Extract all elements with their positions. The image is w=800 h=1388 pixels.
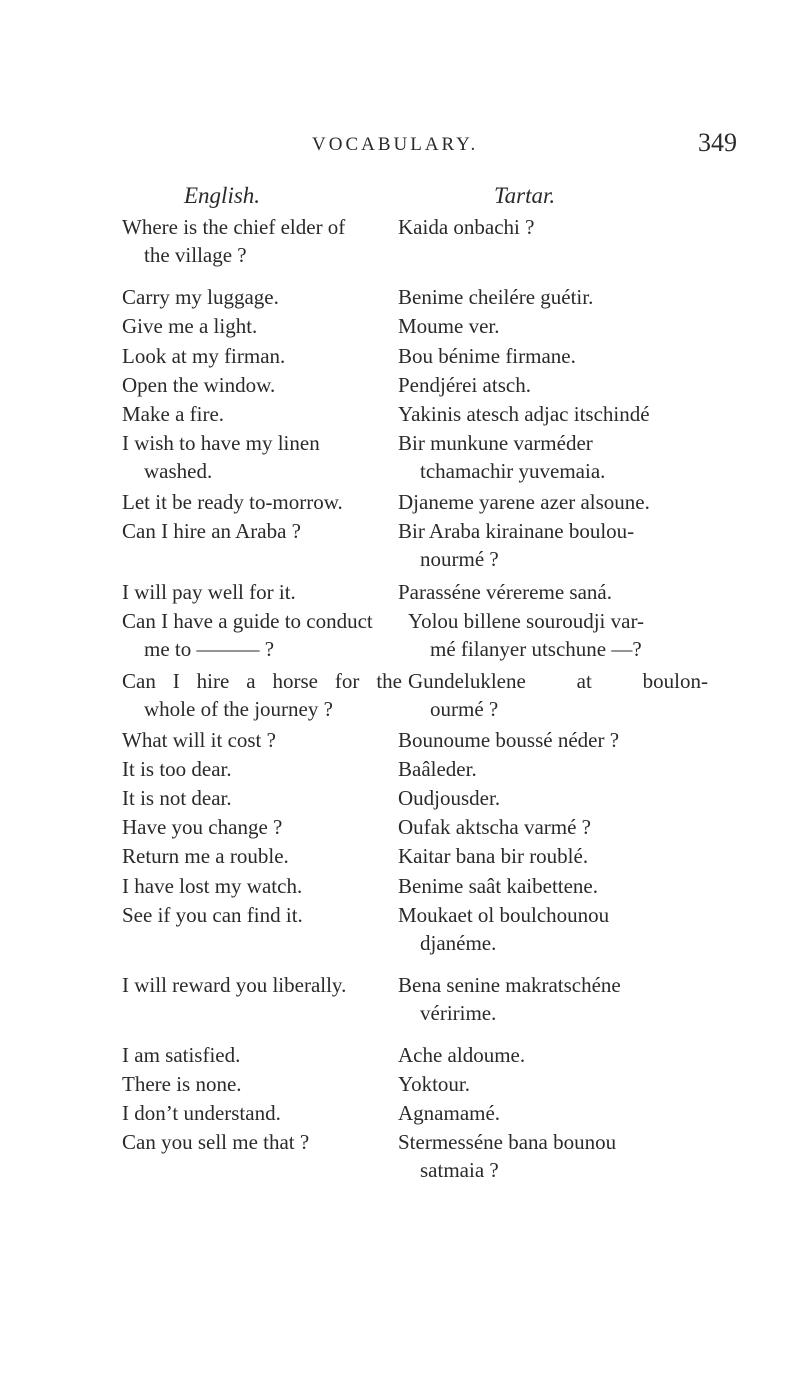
english-line: Return me a rouble. [122, 844, 289, 868]
tartar-line: Gundeluklene at boulon- [408, 669, 708, 693]
english-line: Look at my firman. [122, 344, 286, 368]
english-line: I am satisfied. [122, 1043, 241, 1067]
tartar-phrase [398, 283, 708, 311]
english-line: I wish to have my linen [122, 431, 320, 455]
tartar-line: véririme. [420, 1001, 497, 1025]
tartar-line: Benime saât kaibettene. [398, 874, 599, 898]
tartar-line: Bena senine makratschéne [398, 973, 621, 997]
tartar-phrase [398, 213, 708, 241]
tartar-line: Oufak aktscha varmé ? [398, 815, 591, 839]
tartar-line: Yolou billene souroudji var- [408, 609, 645, 633]
tartar-phrase [408, 667, 718, 723]
tartar-line: Benime cheilére guétir. [398, 285, 594, 309]
english-line: Can I have a guide to conduct [122, 609, 373, 633]
running-head [0, 128, 800, 158]
english-line: Open the window. [122, 373, 276, 397]
english-line: I have lost my watch. [122, 874, 303, 898]
english-line: Where is the chief elder of [122, 215, 346, 239]
tartar-phrase [398, 784, 708, 812]
tartar-line: Stermesséne bana bounou [398, 1130, 617, 1154]
tartar-phrase [398, 1099, 708, 1127]
tartar-line: Bir Araba kirainane boulou- [398, 519, 635, 543]
english-column-heading: English. [184, 183, 261, 208]
english-line: Make a fire. [122, 402, 225, 426]
english-line: It is too dear. [122, 757, 232, 781]
running-title: VOCABULARY. [312, 134, 479, 155]
english-line: Can I hire a horse for the [122, 669, 402, 693]
english-line: It is not dear. [122, 786, 232, 810]
tartar-phrase [398, 872, 708, 900]
tartar-phrase [398, 1128, 708, 1184]
tartar-column-heading: Tartar. [494, 183, 556, 208]
english-line: whole of the journey ? [144, 697, 333, 721]
english-line: I don’t understand. [122, 1101, 281, 1125]
tartar-line: Bir munkune varméder [398, 431, 593, 455]
english-line: See if you can find it. [122, 903, 303, 927]
tartar-line: Moukaet ol boulchounou [398, 903, 610, 927]
tartar-line: Kaitar bana bir roublé. [398, 844, 589, 868]
english-line: Let it be ready to-morrow. [122, 490, 343, 514]
tartar-line: nourmé ? [420, 547, 499, 571]
tartar-line: satmaia ? [420, 1158, 499, 1182]
tartar-line: Agnamamé. [398, 1101, 501, 1125]
tartar-phrase [398, 842, 708, 870]
tartar-phrase [398, 312, 708, 340]
tartar-phrase [398, 726, 708, 754]
tartar-phrase [398, 1070, 708, 1098]
english-line: Carry my luggage. [122, 285, 279, 309]
tartar-phrase [398, 755, 708, 783]
english-line: Can you sell me that ? [122, 1130, 310, 1154]
tartar-line: Yakinis atesch adjac itschindé [398, 402, 650, 426]
english-line: Give me a light. [122, 314, 258, 338]
tartar-line: Moume ver. [398, 314, 500, 338]
tartar-line: Baâleder. [398, 757, 477, 781]
tartar-line: Bou bénime firmane. [398, 344, 576, 368]
tartar-line: Ache aldoume. [398, 1043, 526, 1067]
tartar-phrase [398, 971, 708, 1027]
tartar-line: Djaneme yarene azer alsoune. [398, 490, 650, 514]
english-line: Have you change ? [122, 815, 283, 839]
english-line: me to ——— ? [144, 637, 275, 661]
tartar-phrase [398, 371, 708, 399]
tartar-phrase [398, 517, 708, 573]
tartar-line: tchamachir yuvemaia. [420, 459, 606, 483]
tartar-phrase [398, 901, 708, 957]
tartar-line: Parasséne vérereme saná. [398, 580, 612, 604]
tartar-phrase [398, 1041, 708, 1069]
tartar-phrase [398, 813, 708, 841]
tartar-phrase [398, 488, 708, 516]
tartar-line: Pendjérei atsch. [398, 373, 531, 397]
english-line: There is none. [122, 1072, 242, 1096]
tartar-phrase [398, 429, 708, 485]
tartar-line: ourmé ? [430, 697, 499, 721]
tartar-line: Kaida onbachi ? [398, 215, 535, 239]
tartar-line: djanéme. [420, 931, 497, 955]
tartar-phrase [408, 607, 718, 663]
english-line: washed. [144, 459, 213, 483]
tartar-phrase [398, 342, 708, 370]
page-number: 349 [698, 128, 737, 157]
english-line: I will reward you liberally. [122, 973, 347, 997]
tartar-line: mé filanyer utschune —? [430, 637, 642, 661]
english-line: What will it cost ? [122, 728, 276, 752]
tartar-phrase [398, 578, 708, 606]
tartar-phrase [398, 400, 708, 428]
tartar-line: Oudjousder. [398, 786, 501, 810]
tartar-line: Yoktour. [398, 1072, 470, 1096]
tartar-line: Bounoume boussé néder ? [398, 728, 620, 752]
english-line: I will pay well for it. [122, 580, 296, 604]
english-line: the village ? [144, 243, 247, 267]
english-line: Can I hire an Araba ? [122, 519, 302, 543]
